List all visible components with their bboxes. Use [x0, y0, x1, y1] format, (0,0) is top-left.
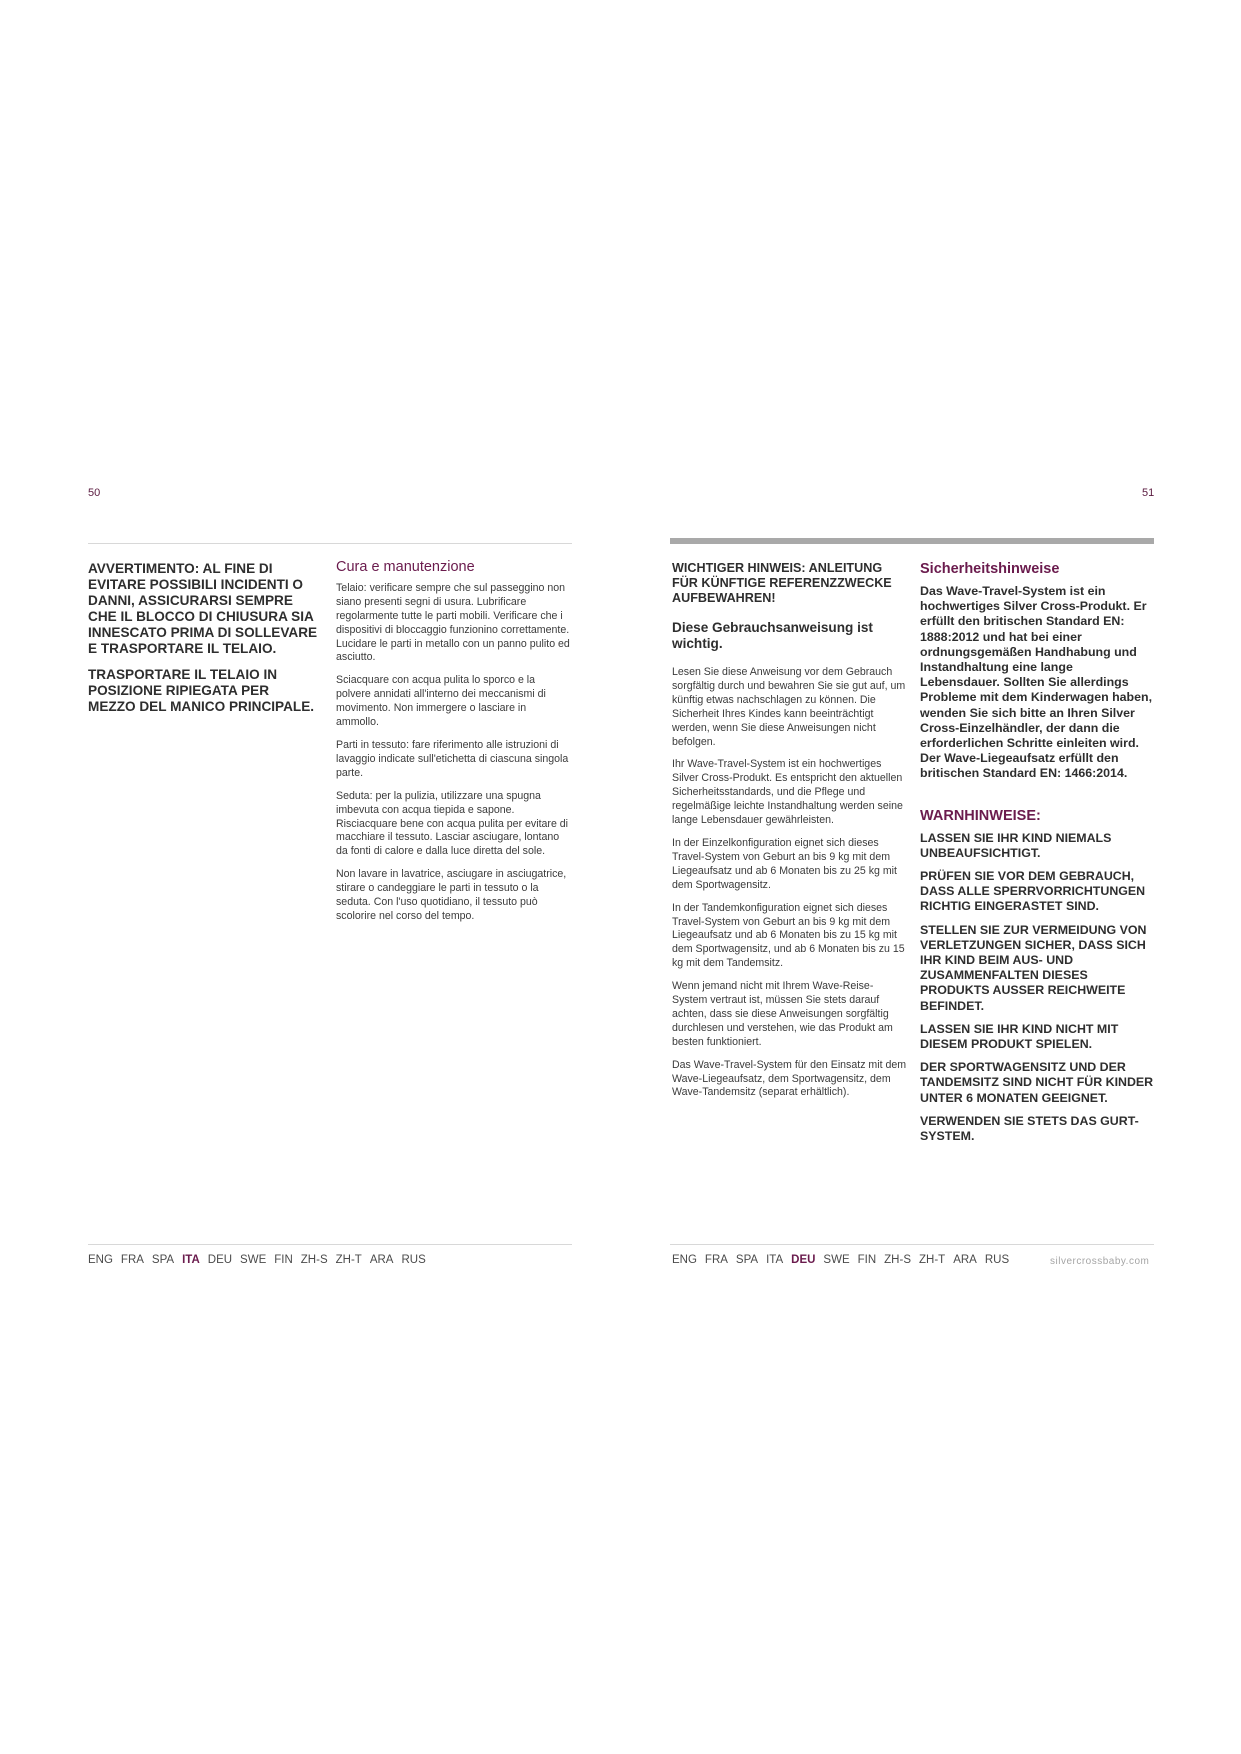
care-section [336, 561, 572, 933]
lang-link[interactable]: ENG [672, 1254, 697, 1266]
warnings-list [920, 831, 1156, 1145]
warning-item: LASSEN SIE IHR KIND NICHT MIT DIESEM PRODUKT SPIELEN. [920, 1021, 1119, 1052]
care-paragraph: Sciacquare con acqua pulita lo sporco e la polvere annidati all'interno dei meccanismi di movimento. Non immergere o lasciare in ammollo. [336, 674, 546, 729]
safety-text: Das Wave-Travel-System ist ein hochwertiges Silver Cross-Produkt. Er erfüllt den britischen Standard EN: 1888:2012 und hat bei einer ordnungsgemäßen Handhabung und Instandhaltung eine lange Lebensdauer. Sollten Sie allerdings Probleme mit dem Kinderwagen haben, wenden Sie sich bitte an Ihren Silver Cross-Einzelhändler, der dann die erforderlichen Schritte einleiten wird. Der Wave-Liegeaufsatz erfüllt den britischen Standard EN: 1466:2014. [920, 584, 1153, 781]
lang-link[interactable]: ZH-S [884, 1254, 911, 1266]
lang-link[interactable]: FIN [274, 1254, 293, 1266]
language-nav-right [672, 1254, 1017, 1266]
lang-link[interactable]: SPA [151, 1254, 175, 1266]
lang-link[interactable]: FIN [857, 1254, 877, 1266]
care-paragraph: Parti in tessuto: fare riferimento alle istruzioni di lavaggio indicate sull'etichetta di ciascuna singola parte. [336, 738, 569, 779]
lang-link[interactable]: ZH-T [335, 1254, 362, 1266]
divider-top-left [88, 543, 572, 544]
body-paragraph: Lesen Sie diese Anweisung vor dem Gebrauch sorgfältig durch und bewahren Sie sie gut auf, um künftig etwas nachschlagen zu können. Die Sicherheit Ihres Kindes kann beeinträchtigt werden, wenn Sie diese Anweisungen nicht befolgen. [672, 666, 906, 748]
safety-title: Sicherheitshinweise [920, 561, 1060, 577]
body-paragraph: Ihr Wave-Travel-System ist ein hochwertiges Silver Cross-Produkt. Es entspricht den aktuellen Sicherheitsstandards, und die Pflege und regelmäßige leichte Instandhaltung werden seine lange Lebensdauer gewährleisten. [672, 758, 903, 827]
warnings-title: WARNHINWEISE: [920, 807, 1041, 824]
warning-item: VERWENDEN SIE STETS DAS GURT-SYSTEM. [920, 1113, 1139, 1144]
lang-link[interactable]: ARA [369, 1254, 394, 1266]
safety-column [920, 561, 1156, 1152]
website-link[interactable]: silvercrossbaby.com [1050, 1256, 1150, 1267]
divider-bottom-right [670, 1244, 1154, 1245]
lang-link[interactable]: ZH-S [300, 1254, 328, 1266]
lang-link[interactable]: SPA [735, 1254, 759, 1266]
lang-link[interactable]: FRA [120, 1254, 144, 1266]
lang-link[interactable]: SWE [823, 1254, 850, 1266]
important-subheading: Diese Gebrauchsanweisung ist wichtig. [672, 620, 873, 651]
warning-item: STELLEN SIE ZUR VERMEIDUNG VON VERLETZUNGEN SICHER, DASS SICH IHR KIND BEIM AUS- UND ZUSAMMENFALTEN DIESES PRODUKTS AUSSER REICHWEITE BEFINDET. [920, 922, 1147, 1013]
lang-link[interactable]: RUS [984, 1254, 1010, 1266]
important-notice-column [672, 561, 908, 1109]
care-paragraph: Telaio: verificare sempre che sul passeggino non siano presenti segni di usura. Lubrificare regolarmente tutte le parti mobili. Verificare che i dispositivi di bloccaggio funzionino correttamente. Lucidare le parti in metallo con un panno pulito ed asciutto. [336, 581, 570, 664]
lang-link-active[interactable]: ITA [182, 1254, 200, 1266]
divider-bottom-left [88, 1244, 572, 1245]
care-title: Cura e manutenzione [336, 559, 475, 575]
important-heading: WICHTIGER HINWEIS: ANLEITUNG FÜR KÜNFTIGE REFERENZZWECKE AUFBEWAHREN! [672, 561, 892, 605]
lang-link[interactable]: DEU [207, 1254, 233, 1266]
lang-link[interactable]: ENG [88, 1254, 113, 1266]
warning-item: PRÜFEN SIE VOR DEM GEBRAUCH, DASS ALLE SPERRVORRICHTUNGEN RICHTIG EINGERASTET SIND. [920, 869, 1146, 914]
lang-link[interactable]: ZH-T [919, 1254, 946, 1266]
warning-item: LASSEN SIE IHR KIND NIEMALS UNBEAUFSICHTIGT. [920, 830, 1112, 860]
warning-paragraph: AVVERTIMENTO: AL FINE DI EVITARE POSSIBILI INCIDENTI O DANNI, ASSICURARSI SEMPRE CHE IL BLOCCO DI CHIUSURA SIA INNESCATO PRIMA DI SOLLEVARE E TRASPORTARE IL TELAIO. [88, 561, 318, 656]
warning-item: DER SPORTWAGENSITZ UND DER TANDEMSITZ SIND NICHT FÜR KINDER UNTER 6 MONATEN GEEIGNET. [920, 1060, 1154, 1105]
lang-link[interactable]: SWE [240, 1254, 267, 1266]
page-number-right: 51 [1142, 487, 1155, 499]
body-paragraph: Das Wave-Travel-System für den Einsatz mit dem Wave-Liegeaufsatz, dem Sportwagensitz, dem Wave-Tandemsitz (separat erhältlich). [672, 1058, 907, 1099]
lang-link[interactable]: FRA [704, 1254, 728, 1266]
warning-paragraph: TRASPORTARE IL TELAIO IN POSIZIONE RIPIEGATA PER MEZZO DEL MANICO PRINCIPALE. [88, 667, 315, 714]
body-paragraph: Wenn jemand nicht mit Ihrem Wave-Reise-System vertraut ist, müssen Sie stets darauf achten, dass sie diese Anweisungen sorgfältig durchlesen und verstehen, wie das Produkt am besten funktioniert. [672, 980, 893, 1048]
body-paragraph: In der Einzelkonfiguration eignet sich dieses Travel-System von Geburt an bis 9 kg mit dem Liegeaufsatz und ab 6 Monaten bis zu 25 kg mit dem Sportwagensitz. [672, 836, 897, 891]
warning-block-italian [88, 561, 320, 725]
lang-link[interactable]: RUS [401, 1254, 426, 1266]
care-paragraph: Seduta: per la pulizia, utilizzare una spugna imbevuta con acqua tiepida e sapone. Risciacquare bene con acqua pulita per evitare di macchiare il tessuto. Lasciar asciugare, lontano da fonti di calore e dalla luce diretta del sole. [336, 789, 569, 858]
header-bar-right [670, 538, 1154, 544]
page-number-left: 50 [88, 487, 101, 499]
lang-link[interactable]: ITA [766, 1254, 784, 1266]
language-nav-left [88, 1254, 434, 1266]
body-paragraph: In der Tandemkonfiguration eignet sich dieses Travel-System von Geburt an bis 9 kg mit dem Liegeaufsatz und ab 6 Monaten bis zu 15 kg mit dem Sportwagensitz, und ab 6 Monaten bis zu 15 kg mit dem Tandemsitz. [672, 901, 905, 970]
lang-link[interactable]: ARA [953, 1254, 977, 1266]
lang-link-active[interactable]: DEU [791, 1254, 816, 1266]
care-paragraph: Non lavare in lavatrice, asciugare in asciugatrice, stirare o candeggiare le parti in tessuto o la seduta. Con l'uso quotidiano, il tessuto può scolorire nel corso del tempo. [336, 868, 567, 922]
